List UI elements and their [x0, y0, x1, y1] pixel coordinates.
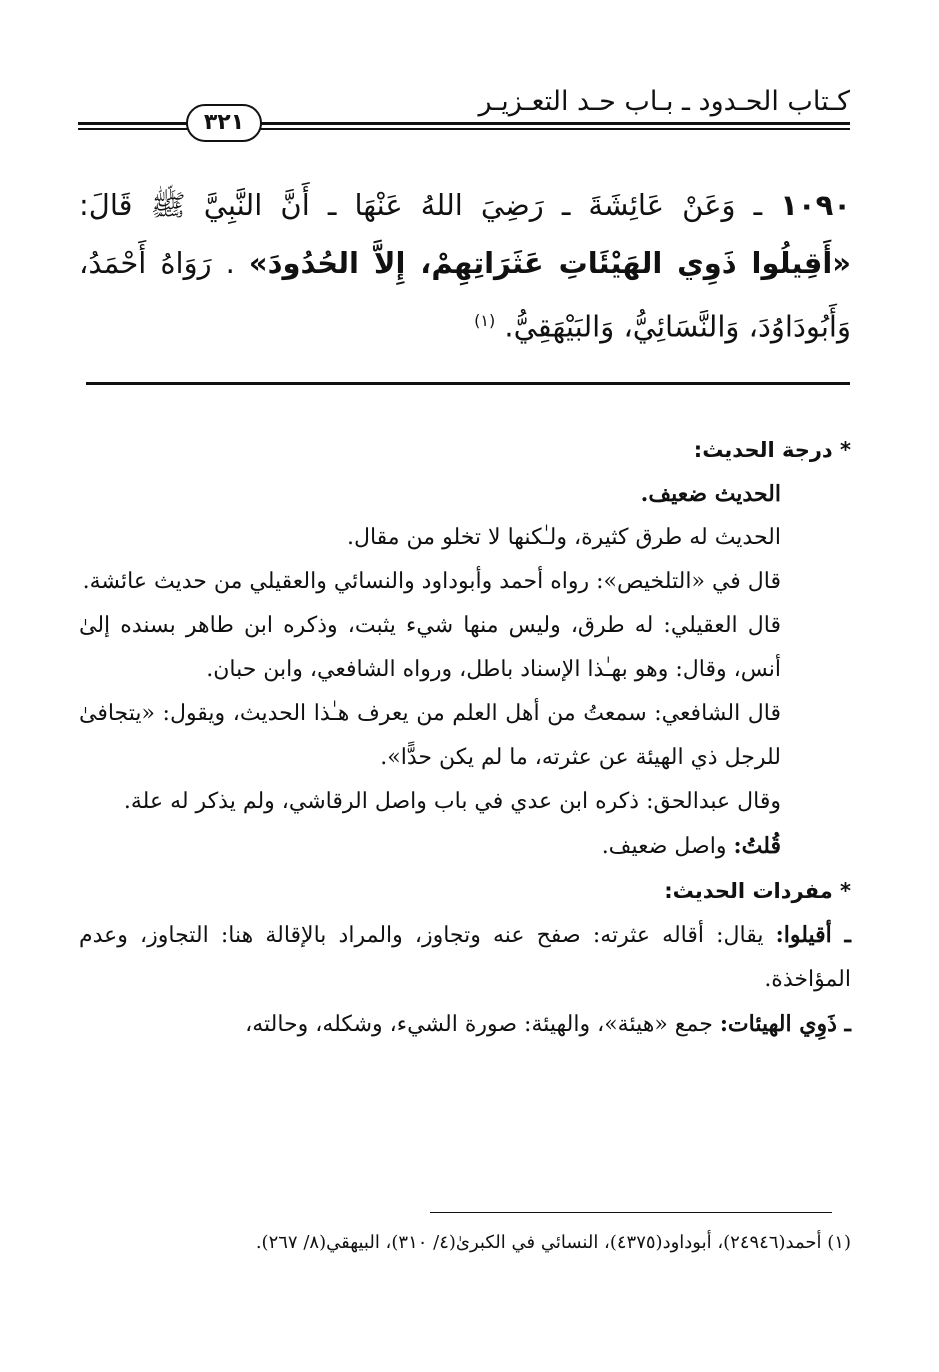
vocab-entry	[79, 913, 851, 1002]
hadith-intro: ـ وَعَنْ عَائِشَةَ ـ رَضِيَ اللهُ عَنْهَا ـ أَنَّ النَّبِيَّ ﷺ قَالَ:	[79, 188, 763, 222]
hadith-text	[79, 176, 851, 356]
vocab-entry	[79, 1002, 851, 1047]
footnote	[79, 1226, 851, 1260]
vocab-term: ـ أقيلوا:	[775, 922, 851, 948]
vocab-term: ـ ذَوِي الهيئات:	[719, 1011, 851, 1037]
hadith-number: ١٠٩٠	[780, 188, 851, 222]
degree-summary: الحديث ضعيف.	[640, 481, 781, 507]
paragraph: وقال عبدالحق: ذكره ابن عدي في باب واصل الرقاشي، ولم يذكر له علة.	[123, 789, 781, 814]
footnote-divider	[430, 1212, 832, 1213]
footnote-text: أحمد(٢٤٩٤٦)، أبوداود(٤٣٧٥)، النسائي في الكبرىٰ(٤/ ٣١٠)، البيهقي(٨/ ٢٦٧).	[255, 1232, 822, 1253]
author-note	[79, 824, 851, 869]
qult-text: واصل ضعيف.	[601, 834, 727, 859]
vocab-definition: جمع «هيئة»، والهيئة: صورة الشيء، وشكله، وحالته،	[245, 1012, 713, 1037]
section-divider	[86, 382, 850, 385]
footnote-number: (١)	[827, 1232, 851, 1253]
running-title: كـتاب الحـدود ـ بـاب حـد التعـزيـر	[478, 86, 850, 117]
paragraph: قال الشافعي: سمعتُ من أهل العلم من يعرف هـٰذا الحديث، ويقول: «يتجافىٰ للرجل ذي الهيئة عن عثرته، ما لم يكن حدًّا».	[79, 701, 781, 770]
degree-heading: * درجة الحديث:	[693, 438, 851, 462]
paragraph: قال العقيلي: له طرق، وليس منها شيء يثبت، وذكره ابن طاهر بسنده إلىٰ أنس، وقال: وهو بهـٰذا الإسناد باطل، ورواه الشافعي، وابن حبان.	[79, 613, 781, 682]
footnote-reference: (١)	[474, 311, 496, 330]
paragraph: قال في «التلخيص»: رواه أحمد وأبوداود والنسائي والعقيلي من حديث عائشة.	[82, 569, 781, 594]
commentary	[79, 428, 851, 1047]
vocab-heading: * مفردات الحديث:	[664, 879, 851, 903]
vocab-definition: يقال: أقاله عثرته: صفح عنه وتجاوز، والمراد بالإقالة هنا: التجاوز، وعدم المؤاخذة.	[79, 923, 851, 992]
hadith-quote: «أَقِيلُوا ذَوِي الهَيْئَاتِ عَثَرَاتِهِمْ، إِلاَّ الحُدُودَ»	[248, 246, 852, 280]
page-header	[78, 80, 850, 135]
hadith-narrators: . رَوَاهُ أَحْمَدُ، وَأَبُودَاوُدَ، وَالنَّسَائِيُّ، وَالبَيْهَقِيُّ.	[79, 246, 851, 344]
qult-label: قُلتُ:	[733, 833, 781, 859]
paragraph: الحديث له طرق كثيرة، ولـٰكنها لا تخلو من مقال.	[346, 525, 781, 550]
page-number: ٣٢١	[186, 104, 262, 142]
